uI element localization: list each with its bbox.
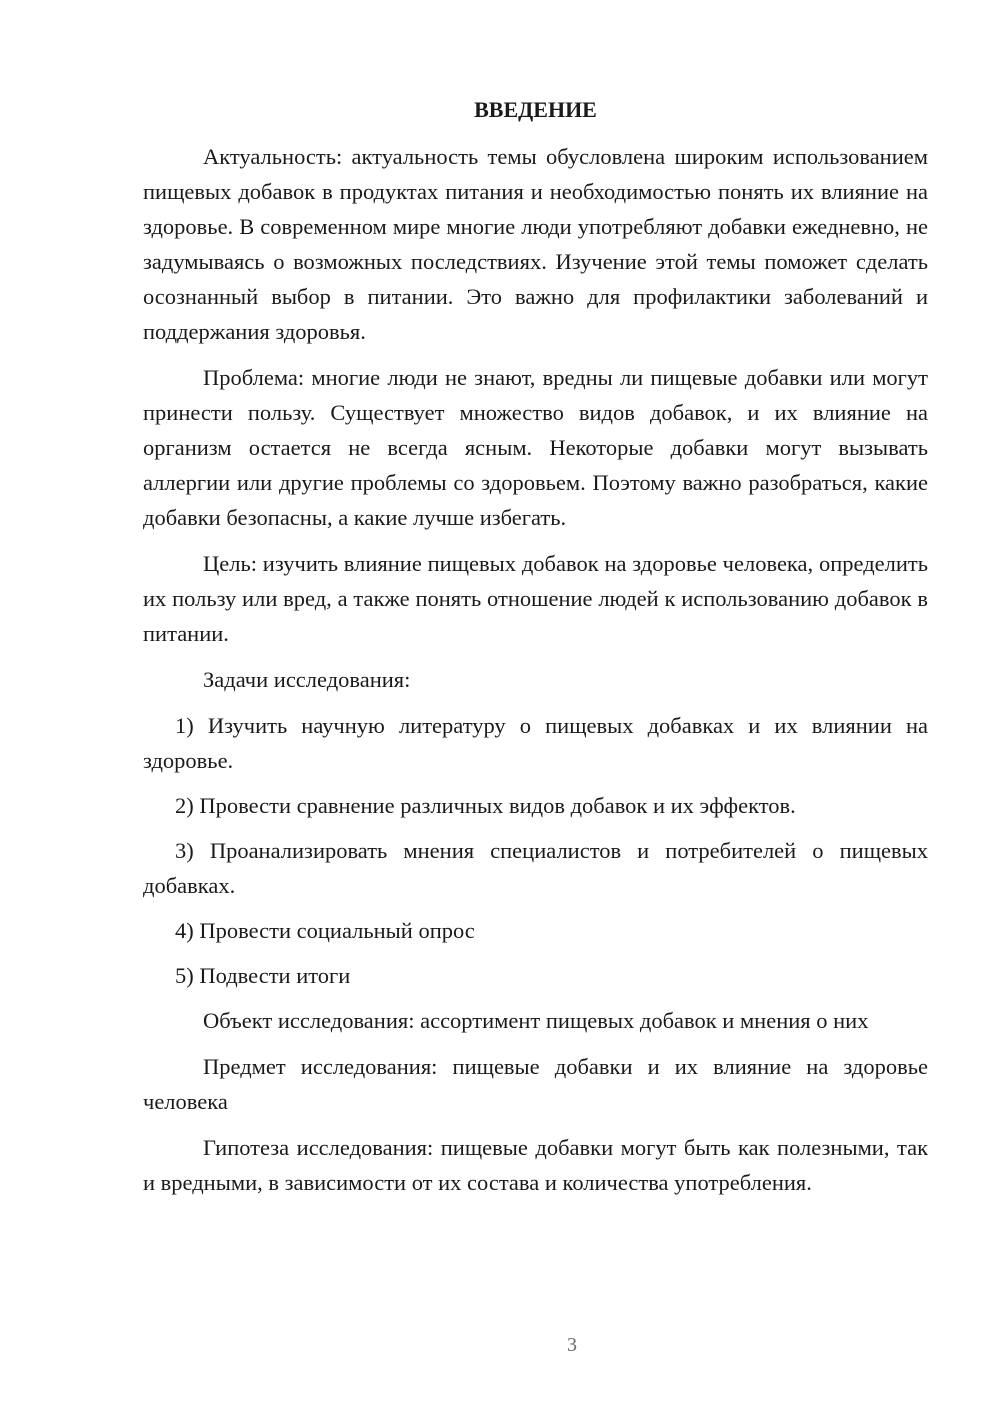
task-item: 1) Изучить научную литературу о пищевых добавках и их влиянии на здоровье. <box>143 713 928 773</box>
hypothesis-paragraph: Гипотеза исследования: пищевые добавки могут быть как полезными, так и вредными, в зависимости от их состава и количества употребления. <box>143 1135 928 1195</box>
object-paragraph: Объект исследования: ассортимент пищевых добавок и мнения о них <box>203 1008 869 1033</box>
section-title: ВВЕДЕНИЕ <box>474 97 597 122</box>
task-item: 5) Подвести итоги <box>175 963 351 988</box>
task-item: 3) Проанализировать мнения специалистов и потребителей о пищевых добавках. <box>143 838 928 898</box>
tasks-list <box>143 708 928 993</box>
relevance-paragraph: Актуальность: актуальность темы обусловлена широким использованием пищевых добавок в продуктах питания и необходимостью понять их влияние на здоровье. В современном мире многие люди употребляют добавки ежедневно, не задумываясь о возможных последствиях. Изучение этой темы поможет сделать осознанный выбор в питании. Это важно для профилактики заболеваний и поддержания здоровья. <box>143 144 928 344</box>
problem-paragraph: Проблема: многие люди не знают, вредны ли пищевые добавки или могут принести пользу. Существует множество видов добавок, и их влияние на организм остается не всегда ясным. Некоторые добавки могут вызывать аллергии или другие проблемы со здоровьем. Поэтому важно разобраться, какие добавки безопасны, а какие лучше избегать. <box>143 365 928 530</box>
tasks-heading: Задачи исследования: <box>203 667 411 692</box>
subject-paragraph: Предмет исследования: пищевые добавки и их влияние на здоровье человека <box>143 1054 928 1114</box>
task-item: 4) Провести социальный опрос <box>175 918 475 943</box>
page-number: 3 <box>567 1334 577 1356</box>
page-content <box>143 92 928 1211</box>
task-item: 2) Провести сравнение различных видов добавок и их эффектов. <box>175 793 796 818</box>
goal-paragraph: Цель: изучить влияние пищевых добавок на здоровье человека, определить их пользу или вред, а также понять отношение людей к использованию добавок в питании. <box>143 551 928 646</box>
page-number-container <box>72 1334 1000 1357</box>
